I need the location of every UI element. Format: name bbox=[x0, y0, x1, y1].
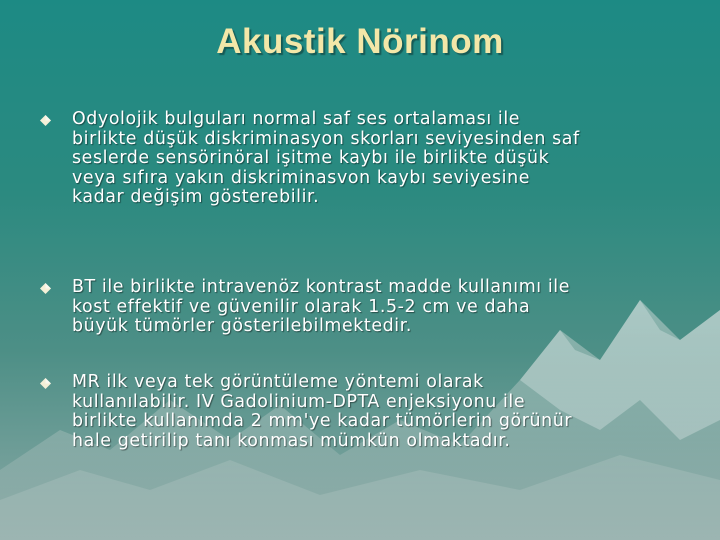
slide-title: Akustik Nörinom bbox=[216, 22, 504, 61]
diamond-bullet-icon bbox=[40, 283, 51, 294]
bullet-text: Odyolojik bulguları normal saf ses ortalaması ile birlikte düşük diskriminasyon skorları seviyesinden saf seslerde sensörinöral işitme kaybı ile birlikte düşük veya sıfıra yakın diskriminasvon kaybı seviyesine kadar değişim gösterebilir. bbox=[72, 109, 580, 208]
bullet-text: BT ile birlikte intravenöz kontrast madde kullanımı ile kost effektif ve güvenilir olarak 1.5-2 cm ve daha büyük tümörler gösterilebilmektedir. bbox=[72, 277, 571, 337]
diamond-bullet-icon bbox=[40, 378, 51, 389]
diamond-bullet-icon bbox=[40, 115, 51, 126]
bullet-text: MR ilk veya tek görüntüleme yöntemi olarak kullanılabilir. IV Gadolinium-DPTA enjeksiyonu ile birlikte kullanımda 2 mm'ye kadar tümörlerin görünür hale getirilip tanı konması mümkün olmaktadır. bbox=[72, 372, 573, 451]
